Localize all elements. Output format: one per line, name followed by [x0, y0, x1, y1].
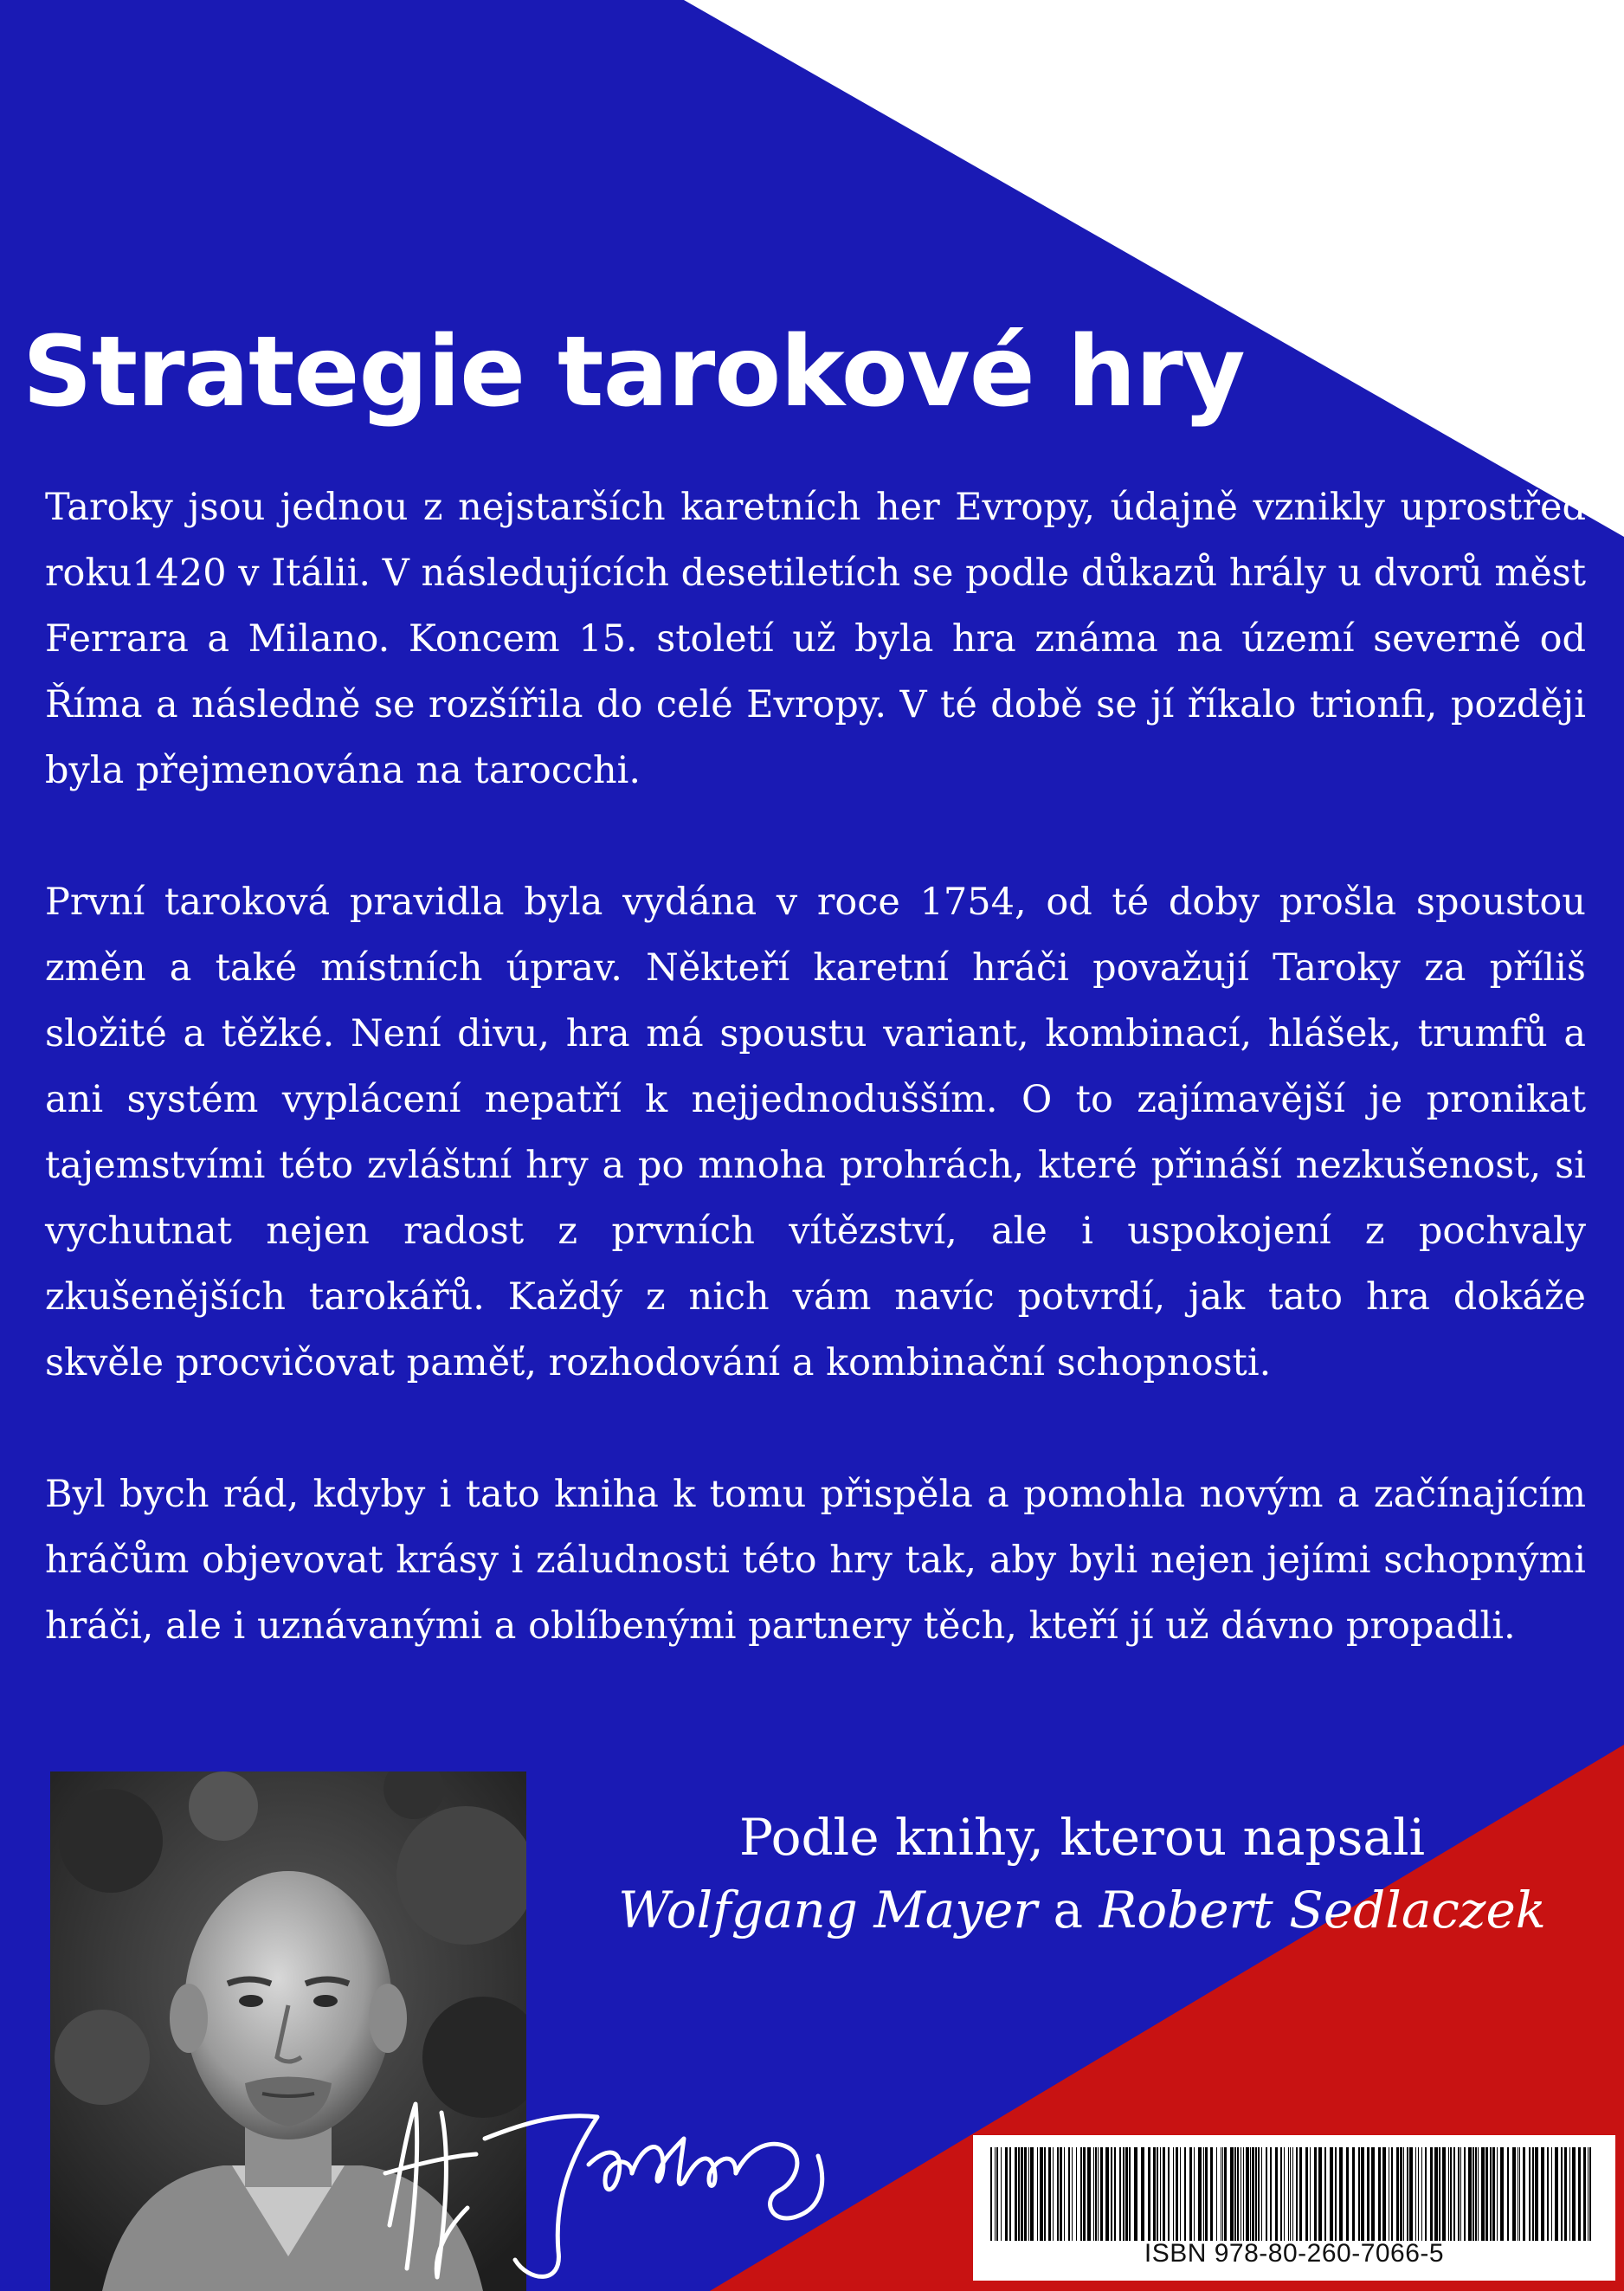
barcode-bar	[1324, 2147, 1326, 2241]
credit-conjunction: a	[1053, 1881, 1084, 1939]
barcode-bar	[1053, 2147, 1054, 2241]
barcode-bar	[1519, 2147, 1520, 2241]
barcode-bar	[1083, 2147, 1086, 2241]
blurb-paragraph-1: Taroky jsou jednou z nejstarších karetních her Evropy, údajně vznikly uprostřed roku1420 v Itálii. V následujících desetiletích se podle důkazů hrály u dvorů měst Ferrara a Milano. Koncem 15. století už byla hra známa na území severně od Říma a následně se rozšířila do celé Evropy. V té době se jí říkalo trionfi, později byla přejmenována na tarocchi.	[45, 486, 1586, 792]
barcode-bar	[1478, 2147, 1479, 2241]
barcode-bar	[1068, 2147, 1070, 2241]
barcode-bar	[1184, 2147, 1186, 2241]
barcode-bar	[1305, 2147, 1308, 2241]
barcode-bar	[1396, 2147, 1399, 2241]
barcode-bar	[1421, 2147, 1422, 2241]
barcode-bar	[1589, 2147, 1591, 2241]
barcode-bar	[1352, 2147, 1355, 2241]
barcode-bar	[1425, 2147, 1427, 2241]
barcode-bar	[1296, 2147, 1298, 2241]
barcode-bar	[1473, 2147, 1474, 2241]
barcode-bar	[1481, 2147, 1485, 2241]
barcode-bar	[1407, 2147, 1408, 2241]
barcode-bar	[1005, 2147, 1008, 2241]
barcode-bar	[1044, 2147, 1046, 2241]
barcode-bar	[1588, 2147, 1589, 2241]
barcode-bar	[1442, 2147, 1446, 2241]
barcode-bar	[1173, 2147, 1174, 2241]
barcode-bar	[1358, 2147, 1360, 2241]
barcode-bar	[1266, 2147, 1267, 2241]
barcode-bar	[1009, 2147, 1011, 2241]
barcode-bar	[1561, 2147, 1563, 2241]
blurb-paragraph-2: První taroková pravidla byla vydána v roce 1754, od té doby prošla spoustou změn a také místních úprav. Někteří karetní hráči považují Taroky za příliš složité a těžké. Není divu, hra má spoustu variant, kombinací, hlášek, trumfů a ani systém vyplácení nepatří k nejjednodušším. O to zajímavější je pronikat tajemstvími této zvláštní hry a po mnoha prohrách, které přináší nezkušenost, si vychutnat nejen radost z prvních vítězství, ale i uspokojení z pochvaly zkušenějších tarokářů. Každý z nich vám navíc potvrdí, jak tato hra dokáže skvěle procvičovat paměť, rozhodování a kombinační schopnosti.	[45, 881, 1586, 1384]
barcode-bar	[1415, 2147, 1416, 2241]
barcode-bar	[1189, 2147, 1192, 2241]
barcode-bar	[1134, 2147, 1137, 2241]
barcode-bar	[1507, 2147, 1509, 2241]
barcode-bar	[1080, 2147, 1082, 2241]
barcode-bar	[1448, 2147, 1449, 2241]
barcode-bar	[1551, 2147, 1552, 2241]
barcode-bar	[1258, 2147, 1260, 2241]
author-credit	[606, 1801, 1558, 1946]
barcode	[973, 2135, 1615, 2281]
barcode-bar	[1583, 2147, 1586, 2241]
barcode-bar	[1403, 2147, 1404, 2241]
credit-line: Podle knihy, kterou napsali	[738, 1808, 1426, 1867]
barcode-bar	[1434, 2147, 1438, 2241]
barcode-bar	[1064, 2147, 1065, 2241]
barcode-bar	[1468, 2147, 1472, 2241]
barcode-bar	[1261, 2147, 1262, 2241]
barcode-bar	[1224, 2147, 1227, 2241]
barcode-bar	[1243, 2147, 1244, 2241]
barcode-bar	[1001, 2147, 1002, 2241]
barcode-bar	[1252, 2147, 1254, 2241]
barcode-bar	[1123, 2147, 1125, 2241]
barcode-bar	[1492, 2147, 1495, 2241]
barcode-icon	[990, 2147, 1596, 2241]
barcode-bar	[1037, 2147, 1038, 2241]
barcode-bar	[1210, 2147, 1213, 2241]
isbn-label: ISBN 978-80-260-7066-5	[1144, 2239, 1445, 2268]
barcode-bar	[1095, 2147, 1097, 2241]
barcode-bar	[1153, 2147, 1156, 2241]
barcode-bar	[1060, 2147, 1062, 2241]
barcode-bar	[1246, 2147, 1249, 2241]
barcode-bar	[1367, 2147, 1369, 2241]
barcode-bar	[1222, 2147, 1223, 2241]
barcode-bar	[1339, 2147, 1343, 2241]
barcode-bar	[1114, 2147, 1116, 2241]
barcode-bar	[1216, 2147, 1217, 2241]
barcode-bar	[1418, 2147, 1419, 2241]
barcode-bar	[1460, 2147, 1461, 2241]
barcode-bar	[1203, 2147, 1204, 2241]
barcode-bar	[1270, 2147, 1272, 2241]
barcode-bar	[1087, 2147, 1091, 2241]
barcode-bar	[1475, 2147, 1477, 2241]
barcode-bar	[1439, 2147, 1440, 2241]
barcode-bar	[1028, 2147, 1029, 2241]
barcode-bar	[1335, 2147, 1337, 2241]
barcode-bar	[1490, 2147, 1492, 2241]
barcode-bar	[1532, 2147, 1534, 2241]
barcode-bar	[1409, 2147, 1413, 2241]
barcode-bar	[1535, 2147, 1538, 2241]
barcode-bar	[1018, 2147, 1020, 2241]
handwritten-signature-icon	[355, 2052, 840, 2291]
barcode-bar	[1129, 2147, 1131, 2241]
barcode-bar	[1430, 2147, 1433, 2241]
cover-title: Strategie tarokové hry	[23, 316, 1245, 429]
barcode-bar	[1569, 2147, 1570, 2241]
barcode-bar	[1310, 2147, 1311, 2241]
barcode-bar	[1076, 2147, 1077, 2241]
barcode-bar	[1021, 2147, 1023, 2241]
barcode-bar	[1382, 2147, 1386, 2241]
barcode-bar	[1072, 2147, 1073, 2241]
barcode-bar	[1547, 2147, 1549, 2241]
barcode-bar	[1555, 2147, 1558, 2241]
barcode-bar	[1100, 2147, 1103, 2241]
barcode-bar	[1057, 2147, 1059, 2241]
barcode-bar	[990, 2147, 992, 2241]
barcode-bar	[1378, 2147, 1381, 2241]
barcode-bar	[1318, 2147, 1322, 2241]
barcode-bar	[1015, 2147, 1017, 2241]
barcode-bar	[1119, 2147, 1121, 2241]
barcode-bar	[1523, 2147, 1525, 2241]
barcode-bar	[1314, 2147, 1317, 2241]
barcode-bar	[1292, 2147, 1293, 2241]
barcode-bar	[1141, 2147, 1144, 2241]
barcode-bar	[1529, 2147, 1531, 2241]
barcode-bar	[1288, 2147, 1289, 2241]
barcode-bar	[1299, 2147, 1302, 2241]
barcode-bar	[1500, 2147, 1504, 2241]
barcode-bar	[1371, 2147, 1375, 2241]
barcode-bar	[1280, 2147, 1282, 2241]
barcode-bar	[1453, 2147, 1455, 2241]
barcode-bar	[1157, 2147, 1158, 2241]
barcode-bar	[1160, 2147, 1161, 2241]
barcode-bar	[1180, 2147, 1181, 2241]
author-1: Wolfgang Mayer	[618, 1881, 1038, 1939]
barcode-bar	[1391, 2147, 1393, 2241]
barcode-bar	[1572, 2147, 1576, 2241]
barcode-bar	[1048, 2147, 1051, 2241]
barcode-bar	[1198, 2147, 1202, 2241]
barcode-bar	[1450, 2147, 1452, 2241]
barcode-bar	[1237, 2147, 1239, 2241]
barcode-bar	[1330, 2147, 1333, 2241]
credit-authors	[606, 1874, 1558, 1946]
barcode-bar	[1290, 2147, 1291, 2241]
barcode-bar	[1497, 2147, 1498, 2241]
barcode-bar	[995, 2147, 996, 2241]
barcode-bar	[1194, 2147, 1195, 2241]
barcode-bar	[1024, 2147, 1027, 2241]
barcode-bar	[1541, 2147, 1544, 2241]
barcode-bar	[1485, 2147, 1488, 2241]
barcode-bar	[1250, 2147, 1251, 2241]
barcode-bar	[1361, 2147, 1364, 2241]
barcode-bar	[1234, 2147, 1236, 2241]
barcode-bar	[1255, 2147, 1257, 2241]
barcode-bar	[1458, 2147, 1460, 2241]
barcode-bar	[1168, 2147, 1170, 2241]
barcode-bar	[1284, 2147, 1285, 2241]
barcode-bar	[1275, 2147, 1278, 2241]
author-2: Robert Sedlaczek	[1099, 1881, 1546, 1939]
barcode-bar	[1093, 2147, 1094, 2241]
barcode-bar	[1205, 2147, 1208, 2241]
barcode-bar	[1040, 2147, 1043, 2241]
barcode-bar	[996, 2147, 998, 2241]
barcode-bar	[1098, 2147, 1099, 2241]
barcode-bar	[1230, 2147, 1234, 2241]
barcode-bar	[1105, 2147, 1109, 2241]
barcode-bar	[1464, 2147, 1466, 2241]
barcode-bar	[1176, 2147, 1178, 2241]
barcode-bar	[1346, 2147, 1349, 2241]
blurb-paragraph-3: Byl bych rád, kdyby i tato kniha k tomu přispěla a pomohla novým a začínajícím hráčům objevovat krásy i záludnosti této hry tak, aby byli nejen jejími schopnými hráči, ale i uznávanými a oblíbenými partnery těch, kteří jí už dávno propadli.	[45, 1473, 1586, 1648]
barcode-bar	[1512, 2147, 1516, 2241]
author-signature	[355, 2052, 840, 2291]
barcode-bar	[1030, 2147, 1034, 2241]
barcode-bar	[1148, 2147, 1150, 2241]
barcode-bar	[1111, 2147, 1112, 2241]
barcode-bar	[1400, 2147, 1402, 2241]
barcode-bar	[1163, 2147, 1165, 2241]
barcode-bar	[1564, 2147, 1567, 2241]
barcode-bar	[1578, 2147, 1581, 2241]
barcode-bar	[1125, 2147, 1128, 2241]
blurb-text	[45, 474, 1586, 1659]
